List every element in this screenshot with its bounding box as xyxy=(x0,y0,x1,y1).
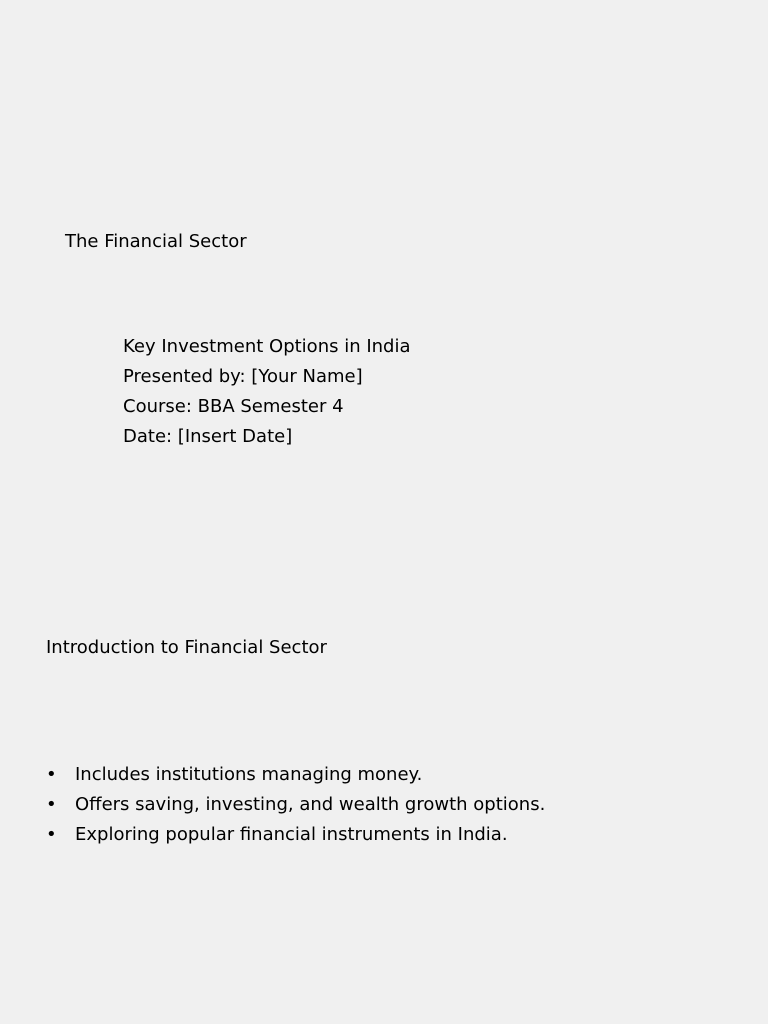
bullet-text: Offers saving, investing, and wealth growth options. xyxy=(75,794,546,815)
section-title: Introduction to Financial Sector xyxy=(46,637,327,658)
bullet-icon: • xyxy=(46,824,57,845)
list-item xyxy=(46,820,545,850)
subtitle-line: Course: BBA Semester 4 xyxy=(123,396,344,417)
bullet-icon: • xyxy=(46,794,57,815)
subtitle-line: Presented by: [Your Name] xyxy=(123,366,363,387)
bullet-list xyxy=(46,760,545,850)
bullet-icon: • xyxy=(46,764,57,785)
subtitle-line: Key Investment Options in India xyxy=(123,336,411,357)
subtitle-line: Date: [Insert Date] xyxy=(123,426,293,447)
bullet-text: Exploring popular financial instruments in India. xyxy=(75,824,508,845)
list-item xyxy=(46,790,545,820)
list-item xyxy=(46,760,545,790)
slide-title: The Financial Sector xyxy=(65,231,247,252)
subtitle-block xyxy=(123,332,411,452)
bullet-text: Includes institutions managing money. xyxy=(75,764,423,785)
